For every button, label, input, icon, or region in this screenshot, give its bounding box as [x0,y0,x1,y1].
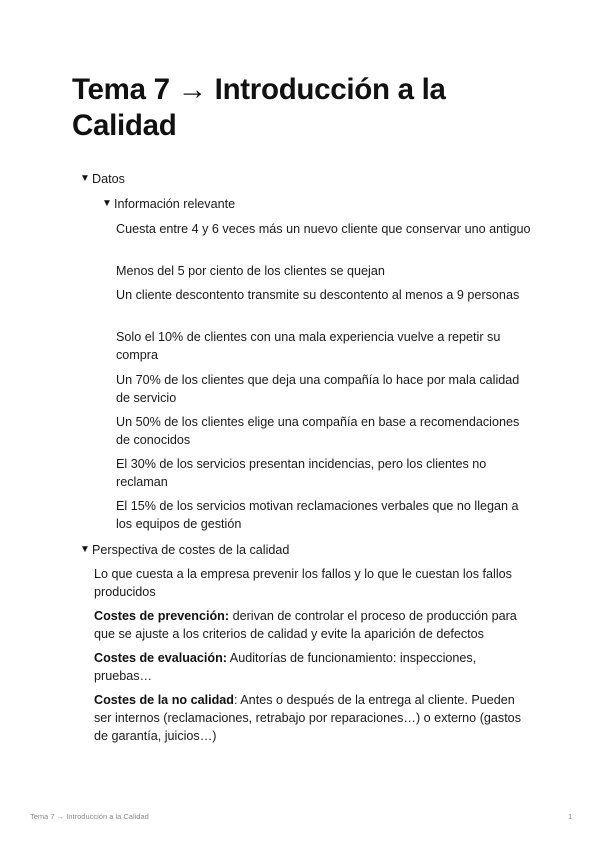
costes-term: Costes de prevención: [94,609,230,623]
page-title: Tema 7 → Introducción a la Calidad [72,73,446,142]
info-item: Menos del 5 por ciento de los clientes se quejan [116,264,385,278]
toggle-perspectiva-costes[interactable] [80,541,289,559]
toggle-datos[interactable] [80,170,125,188]
footer-page-number: 1 [568,812,573,821]
info-item: Un cliente descontento transmite su descontento al menos a 9 personas [116,288,520,302]
costes-term: Costes de evaluación: [94,651,227,665]
info-item: El 30% de los servicios presentan incidencias, pero los clientes no reclaman [116,457,487,489]
info-item: Cuesta entre 4 y 6 veces más un nuevo cliente que conservar uno antiguo [116,222,531,236]
costes-item [94,691,534,745]
info-item: Un 50% de los clientes elige una compañía en base a recomendaciones de conocidos [116,415,520,447]
info-item: Solo el 10% de clientes con una mala experiencia vuelve a repetir su compra [116,330,501,362]
costes-text: : Antes o después de la entrega al cliente. Pueden ser internos (reclamaciones, retrabajo por reparaciones…) o externo (gastos de garantía, juicios…) [94,693,521,743]
triangle-down-icon[interactable]: ▼ [102,198,112,209]
footer-title: Tema 7 → Introducción a la Calidad [30,812,149,821]
toggle-perspectiva-label: Perspectiva de costes de la calidad [92,543,290,557]
triangle-down-icon[interactable]: ▼ [80,173,90,184]
info-item: El 15% de los servicios motivan reclamaciones verbales que no llegan a los equipos de gestión [116,499,519,531]
costes-term: Costes de la no calidad [94,693,234,707]
costes-item [94,649,534,685]
toggle-datos-label: Datos [92,172,125,186]
costes-item [94,607,534,643]
costes-text: Auditorías de funcionamiento: inspecciones, pruebas… [94,651,477,683]
costes-intro: Lo que cuesta a la empresa prevenir los fallos y lo que le cuestan los fallos producidos [94,567,512,599]
toggle-informacion-label: Información relevante [114,197,236,211]
triangle-down-icon[interactable]: ▼ [80,544,90,555]
info-item: Un 70% de los clientes que deja una compañía lo hace por mala calidad de servicio [116,373,520,405]
costes-text: derivan de controlar el proceso de producción para que se ajuste a los criterios de calidad y evite la aparición de defectos [94,609,517,641]
toggle-informacion-relevante[interactable] [102,195,235,213]
